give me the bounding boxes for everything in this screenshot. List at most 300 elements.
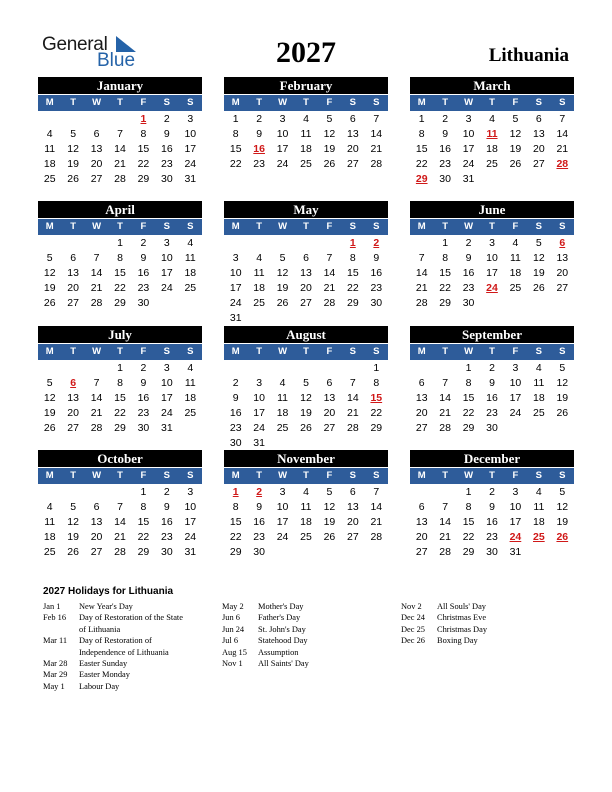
weekday-label: T xyxy=(256,346,263,357)
month-title: February xyxy=(224,77,388,94)
day: 16 xyxy=(137,392,150,404)
weekday-label: S xyxy=(187,97,194,108)
day: 19 xyxy=(556,516,569,528)
weekday-label: S xyxy=(187,470,194,481)
holiday-name: Easter Sunday xyxy=(79,659,128,669)
day: 9 xyxy=(489,377,495,389)
month-title: November xyxy=(224,450,388,467)
holiday-date: May 1 xyxy=(43,681,65,691)
day: 15 xyxy=(462,516,475,528)
day: 12 xyxy=(323,501,336,513)
holiday-entry xyxy=(43,681,183,692)
day: 17 xyxy=(184,143,197,155)
day: 9 xyxy=(256,501,263,513)
holiday-date: Dec 24 xyxy=(401,613,425,623)
holiday-date: Jun 6 xyxy=(222,613,240,623)
day: 1 xyxy=(232,113,239,125)
day: 2 xyxy=(232,377,239,389)
weekday-label: W xyxy=(278,97,288,108)
holiday-name: All Saints' Day xyxy=(258,659,309,669)
weekday-label: S xyxy=(559,346,566,357)
day: 19 xyxy=(67,158,79,170)
day: 17 xyxy=(509,392,522,404)
day: 19 xyxy=(43,407,56,419)
day: 7 xyxy=(442,501,449,513)
country-name: Lithuania xyxy=(488,45,569,66)
day: 3 xyxy=(187,486,194,498)
day: 22 xyxy=(439,282,451,294)
weekday-label: T xyxy=(256,97,263,108)
weekday-label: T xyxy=(442,346,449,357)
day: 7 xyxy=(93,252,100,264)
weekday-label: T xyxy=(117,221,123,232)
weekday-label: S xyxy=(535,221,542,232)
day: 10 xyxy=(253,392,265,404)
day: 5 xyxy=(46,377,53,389)
day: 3 xyxy=(163,237,170,249)
day: 23 xyxy=(462,282,475,294)
holiday-name: Christmas Day xyxy=(437,624,488,634)
day: 26 xyxy=(276,297,289,309)
day: 30 xyxy=(486,422,498,434)
day: 4 xyxy=(535,362,542,374)
day: 20 xyxy=(415,531,428,543)
holiday-day: 16 xyxy=(253,143,265,155)
day: 12 xyxy=(43,392,56,404)
holiday-column xyxy=(43,601,183,692)
day: 1 xyxy=(117,237,123,249)
day: 19 xyxy=(323,516,336,528)
day: 17 xyxy=(184,516,197,528)
day: 25 xyxy=(43,173,56,185)
weekday-label: T xyxy=(442,221,449,232)
day: 4 xyxy=(303,113,309,125)
weekday-header xyxy=(38,468,202,484)
holiday-date: Nov 1 xyxy=(222,659,243,669)
day: 23 xyxy=(161,158,173,170)
day: 26 xyxy=(300,422,312,434)
weekday-label: S xyxy=(559,221,566,232)
day: 12 xyxy=(556,501,569,513)
month-title: April xyxy=(38,201,202,218)
day: 26 xyxy=(323,531,336,543)
day: 19 xyxy=(276,282,289,294)
day: 21 xyxy=(347,407,359,419)
weekday-label: F xyxy=(140,470,147,481)
day: 31 xyxy=(253,437,265,449)
day: 14 xyxy=(370,128,383,140)
holiday-date: Mar 11 xyxy=(43,636,68,646)
day: 25 xyxy=(509,282,522,294)
weekday-header xyxy=(410,95,574,111)
month-title: June xyxy=(410,201,574,218)
holiday-entry xyxy=(222,624,372,635)
day: 3 xyxy=(232,252,239,264)
day: 9 xyxy=(140,377,147,389)
day: 28 xyxy=(347,422,359,434)
day: 7 xyxy=(326,252,333,264)
day: 9 xyxy=(373,252,380,264)
day: 21 xyxy=(90,407,103,419)
empty-cell xyxy=(294,361,317,376)
day: 16 xyxy=(439,143,451,155)
weekday-label: S xyxy=(349,221,356,232)
month-title: August xyxy=(224,326,388,343)
day: 18 xyxy=(300,516,312,528)
weekday-header xyxy=(38,219,202,235)
weekday-label: F xyxy=(140,346,147,357)
day: 1 xyxy=(442,237,449,249)
weekday-label: T xyxy=(303,221,309,232)
day: 24 xyxy=(276,158,289,170)
day: 24 xyxy=(276,531,289,543)
day: 9 xyxy=(232,392,239,404)
day: 12 xyxy=(323,128,336,140)
day: 28 xyxy=(90,422,103,434)
weekday-label: M xyxy=(231,346,240,357)
day: 11 xyxy=(44,143,56,155)
weekday-label: T xyxy=(303,97,309,108)
day: 16 xyxy=(486,516,498,528)
day: 29 xyxy=(439,297,451,309)
empty-cell xyxy=(224,236,247,251)
holiday-date: Nov 2 xyxy=(401,602,422,611)
weekday-label: T xyxy=(117,346,123,357)
calendar-year: 2027 xyxy=(276,36,336,69)
day: 13 xyxy=(415,516,428,528)
day: 22 xyxy=(137,158,150,170)
day: 20 xyxy=(90,531,103,543)
day: 29 xyxy=(370,422,383,434)
day-grid xyxy=(38,361,202,436)
day: 19 xyxy=(43,282,56,294)
weekday-header xyxy=(224,95,388,111)
day: 27 xyxy=(347,158,359,170)
day: 3 xyxy=(279,486,286,498)
day-grid xyxy=(410,361,574,436)
empty-cell xyxy=(108,485,131,500)
day: 13 xyxy=(67,392,79,404)
day: 1 xyxy=(418,113,425,125)
holiday-entry xyxy=(401,635,541,646)
weekday-label: S xyxy=(187,346,194,357)
holiday-date: Mar 29 xyxy=(43,670,68,680)
day: 11 xyxy=(253,267,265,279)
empty-cell xyxy=(85,485,108,500)
weekday-label: M xyxy=(417,346,426,357)
day: 5 xyxy=(326,113,333,125)
weekday-label: T xyxy=(442,470,449,481)
day: 18 xyxy=(184,392,197,404)
day: 17 xyxy=(462,143,475,155)
day: 18 xyxy=(43,158,56,170)
day: 27 xyxy=(67,422,79,434)
day: 24 xyxy=(229,297,242,309)
day: 4 xyxy=(256,252,263,264)
month-title: May xyxy=(224,201,388,218)
holiday-day: 28 xyxy=(556,158,569,170)
day: 14 xyxy=(114,143,126,155)
empty-cell xyxy=(108,112,131,127)
day: 21 xyxy=(439,407,451,419)
day: 2 xyxy=(163,486,170,498)
day: 15 xyxy=(415,143,428,155)
weekday-label: S xyxy=(535,97,542,108)
day: 8 xyxy=(232,501,239,513)
day: 30 xyxy=(161,173,173,185)
weekday-label: M xyxy=(417,97,426,108)
day: 18 xyxy=(300,143,312,155)
day: 25 xyxy=(300,158,312,170)
day: 14 xyxy=(323,267,336,279)
day: 28 xyxy=(439,422,451,434)
holiday-day: 15 xyxy=(370,392,383,404)
month-title: March xyxy=(410,77,574,94)
empty-cell xyxy=(294,236,317,251)
day: 27 xyxy=(415,546,428,558)
holiday-name: St. John's Day xyxy=(258,624,306,634)
day: 3 xyxy=(465,113,472,125)
day: 23 xyxy=(486,407,498,419)
day: 23 xyxy=(229,422,242,434)
day: 7 xyxy=(373,113,380,125)
day: 2 xyxy=(256,113,263,125)
day: 26 xyxy=(67,173,79,185)
month-may xyxy=(224,201,388,326)
day: 19 xyxy=(533,267,545,279)
weekday-label: T xyxy=(489,97,495,108)
day: 19 xyxy=(67,531,79,543)
weekday-label: S xyxy=(187,221,194,232)
month-october xyxy=(38,450,202,560)
day: 27 xyxy=(415,422,428,434)
weekday-label: S xyxy=(535,346,542,357)
holiday-date: Aug 15 xyxy=(222,647,247,657)
day: 20 xyxy=(300,282,312,294)
weekday-label: M xyxy=(45,221,54,232)
holiday-day: 2 xyxy=(373,237,380,249)
day: 20 xyxy=(347,516,359,528)
weekday-label: W xyxy=(464,470,474,481)
day: 28 xyxy=(114,546,126,558)
holiday-name: All Souls' Day xyxy=(437,602,486,611)
empty-cell xyxy=(61,361,84,376)
day: 22 xyxy=(462,531,475,543)
day: 4 xyxy=(46,501,53,513)
empty-cell xyxy=(61,112,84,127)
day: 12 xyxy=(276,267,289,279)
day: 6 xyxy=(418,501,425,513)
weekday-label: S xyxy=(373,470,380,481)
day: 10 xyxy=(229,267,242,279)
weekday-label: F xyxy=(140,221,147,232)
day: 17 xyxy=(229,282,242,294)
empty-cell xyxy=(433,485,456,500)
holiday-date: May 2 xyxy=(222,602,244,611)
day: 30 xyxy=(439,173,451,185)
weekday-label: M xyxy=(231,97,240,108)
day: 26 xyxy=(533,282,545,294)
day: 27 xyxy=(556,282,569,294)
weekday-label: T xyxy=(70,470,77,481)
weekday-label: T xyxy=(256,470,263,481)
day: 4 xyxy=(46,128,53,140)
day: 28 xyxy=(370,158,383,170)
empty-cell xyxy=(271,236,294,251)
day: 19 xyxy=(323,143,336,155)
month-december xyxy=(410,450,574,560)
day: 20 xyxy=(323,407,336,419)
day: 10 xyxy=(509,501,522,513)
day: 9 xyxy=(256,128,263,140)
weekday-label: S xyxy=(559,470,566,481)
day: 6 xyxy=(303,252,309,264)
weekday-label: W xyxy=(278,470,288,481)
day: 25 xyxy=(184,407,197,419)
day: 14 xyxy=(556,128,569,140)
day: 19 xyxy=(556,392,569,404)
day: 29 xyxy=(114,297,126,309)
holiday-date: Dec 26 xyxy=(401,636,425,646)
day: 27 xyxy=(90,173,103,185)
day: 10 xyxy=(486,252,498,264)
day: 18 xyxy=(253,282,265,294)
day: 5 xyxy=(46,252,53,264)
day: 11 xyxy=(300,501,312,513)
holiday-date: Feb 16 xyxy=(43,613,67,623)
weekday-label: S xyxy=(349,470,356,481)
empty-cell xyxy=(247,361,270,376)
day: 7 xyxy=(418,252,425,264)
day: 27 xyxy=(300,297,312,309)
day: 24 xyxy=(184,531,197,543)
day: 26 xyxy=(556,407,569,419)
day: 20 xyxy=(415,407,428,419)
day: 31 xyxy=(462,173,475,185)
day: 13 xyxy=(533,128,545,140)
day: 27 xyxy=(323,422,336,434)
weekday-label: T xyxy=(303,470,309,481)
month-title: July xyxy=(38,326,202,343)
day: 10 xyxy=(184,501,197,513)
day: 3 xyxy=(256,377,263,389)
day: 29 xyxy=(462,546,475,558)
empty-cell xyxy=(318,236,341,251)
holiday-entry xyxy=(43,601,183,612)
day: 15 xyxy=(137,143,150,155)
day: 17 xyxy=(253,407,265,419)
day: 21 xyxy=(114,158,126,170)
weekday-label: S xyxy=(535,470,542,481)
day: 4 xyxy=(187,362,194,374)
empty-cell xyxy=(433,361,456,376)
day: 8 xyxy=(442,252,449,264)
day: 17 xyxy=(161,392,173,404)
weekday-label: W xyxy=(92,97,102,108)
day: 8 xyxy=(373,377,380,389)
day: 15 xyxy=(229,516,242,528)
empty-cell xyxy=(38,112,61,127)
day: 2 xyxy=(489,486,495,498)
day: 22 xyxy=(229,158,242,170)
day: 18 xyxy=(509,267,522,279)
day: 15 xyxy=(137,516,150,528)
day: 8 xyxy=(232,128,239,140)
empty-cell xyxy=(85,112,108,127)
day: 5 xyxy=(303,377,309,389)
empty-cell xyxy=(85,361,108,376)
day: 2 xyxy=(140,362,147,374)
weekday-label: W xyxy=(278,346,288,357)
day: 29 xyxy=(137,173,150,185)
day: 24 xyxy=(462,158,475,170)
holiday-date: Jun 24 xyxy=(222,624,245,634)
day: 25 xyxy=(276,422,289,434)
day: 24 xyxy=(509,407,522,419)
holiday-column xyxy=(222,601,372,669)
empty-cell xyxy=(318,361,341,376)
day: 25 xyxy=(43,546,56,558)
day: 31 xyxy=(229,312,242,324)
day: 22 xyxy=(114,282,126,294)
day: 20 xyxy=(67,282,79,294)
day: 9 xyxy=(140,252,147,264)
day: 16 xyxy=(486,392,498,404)
day: 4 xyxy=(512,237,519,249)
day-grid xyxy=(38,236,202,311)
day: 1 xyxy=(140,486,147,498)
weekday-header xyxy=(410,468,574,484)
month-february xyxy=(224,77,388,172)
weekday-label: S xyxy=(373,221,380,232)
weekday-label: W xyxy=(92,470,102,481)
day: 28 xyxy=(415,297,428,309)
holiday-entry xyxy=(401,601,541,612)
day: 19 xyxy=(509,143,522,155)
holiday-name: Labour Day xyxy=(79,681,120,691)
holiday-entry xyxy=(401,612,541,623)
day: 23 xyxy=(370,282,383,294)
day-grid xyxy=(38,485,202,560)
day: 2 xyxy=(140,237,147,249)
day: 5 xyxy=(70,128,77,140)
weekday-label: M xyxy=(45,470,54,481)
day: 16 xyxy=(462,267,475,279)
day: 23 xyxy=(439,158,451,170)
holiday-name: Assumption xyxy=(258,647,299,657)
holiday-day: 29 xyxy=(415,173,428,185)
empty-cell xyxy=(341,361,364,376)
day: 5 xyxy=(326,486,333,498)
day: 20 xyxy=(533,143,545,155)
day: 31 xyxy=(509,546,522,558)
day: 8 xyxy=(117,252,123,264)
day: 1 xyxy=(465,486,472,498)
holiday-day: 11 xyxy=(486,128,498,140)
weekday-label: W xyxy=(464,346,474,357)
weekday-header xyxy=(224,219,388,235)
empty-cell xyxy=(247,236,270,251)
holiday-name: Christmas Eve xyxy=(437,613,487,623)
day: 29 xyxy=(462,422,475,434)
day: 9 xyxy=(489,501,495,513)
month-july xyxy=(38,326,202,436)
day: 29 xyxy=(229,546,242,558)
day: 4 xyxy=(489,113,495,125)
day: 3 xyxy=(489,237,495,249)
day: 30 xyxy=(137,297,150,309)
day: 14 xyxy=(114,516,126,528)
